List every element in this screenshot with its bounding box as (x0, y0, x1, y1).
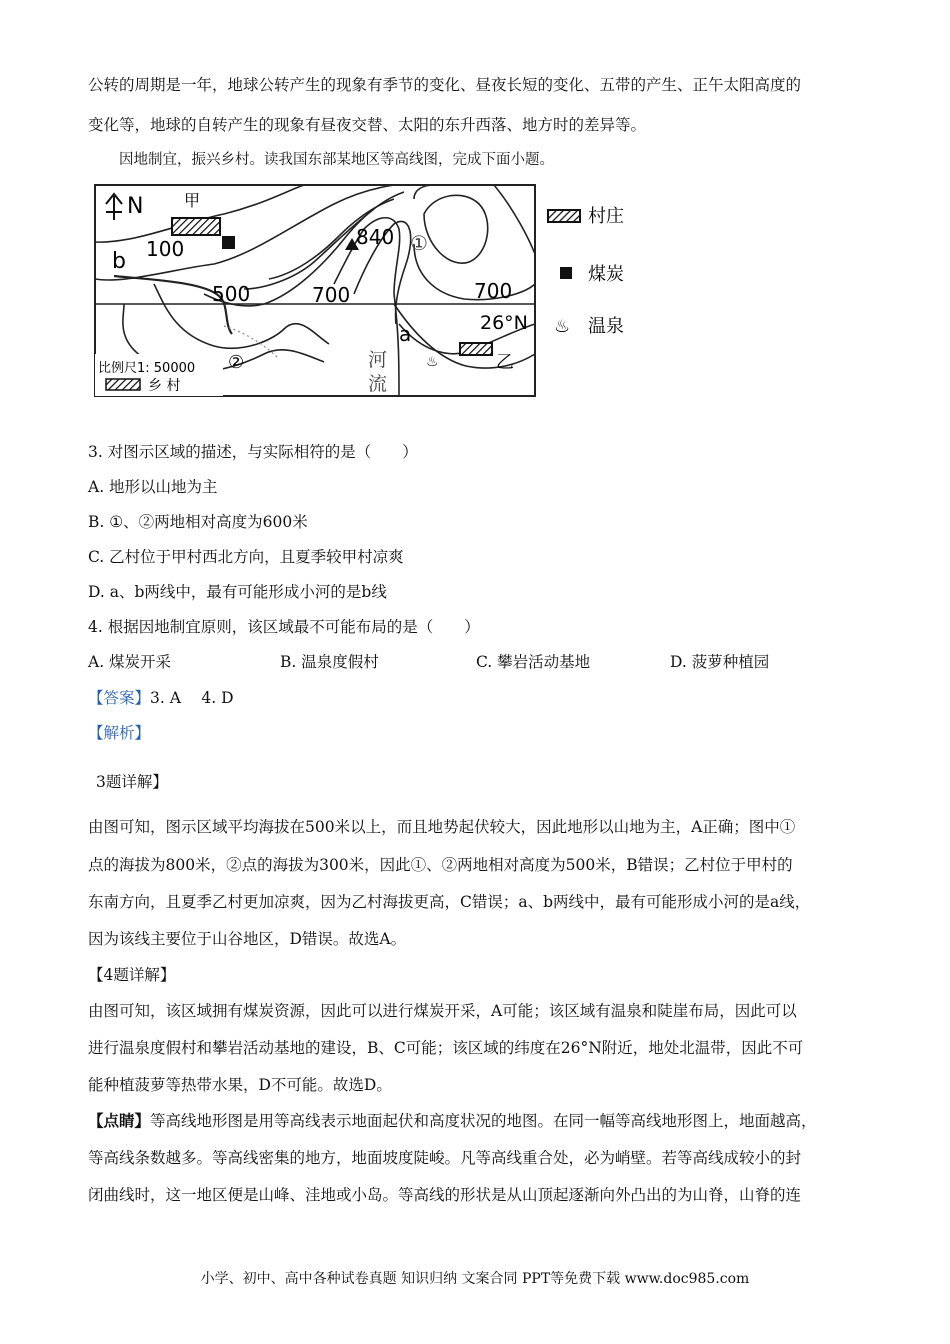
north-arrow-icon (106, 194, 122, 220)
village-yi-symbol (460, 343, 492, 355)
north-label: N (127, 194, 144, 219)
q3-option-c: C. 乙村位于甲村西北方向，且夏季较甲村凉爽 (88, 548, 404, 566)
legend-spring-label: 温泉 (588, 316, 624, 337)
legend-coal-icon (560, 267, 572, 279)
tip-text-1: 等高线地形图是用等高线表示地面起伏和高度状况的地图。在同一幅等高线地形图上，地面越高， (150, 1112, 817, 1130)
q4-option-d: D. 菠萝种植园 (670, 653, 770, 671)
q4-option-c: C. 攀岩活动基地 (476, 653, 591, 671)
q3-detail-line-1: 由图可知，图示区域平均海拔在500米以上，而且地势起伏较大，因此地形以山地为主，A正确；图中① (88, 818, 796, 836)
point-1: ① (410, 231, 428, 255)
q4-option-a: A. 煤炭开采 (88, 653, 172, 671)
point-2: ② (228, 352, 245, 373)
intro-line-2: 变化等，地球的自转产生的现象有昼夜交替、太阳的东升西落、地方时的差异等。 (88, 116, 647, 134)
hot-spring-map-icon: ♨ (426, 354, 439, 370)
q3-option-d: D. a、b两线中，最有可能形成小河的是b线 (88, 583, 387, 601)
contour-label-100: 100 (146, 237, 185, 261)
contour-label-700-b: 700 (474, 279, 513, 303)
legend-hot-spring-icon: ♨ (554, 316, 571, 337)
q4-detail-line-3: 能种植菠萝等热带水果，D不可能。故选D。 (88, 1076, 392, 1094)
q3-detail-line-4: 因为该线主要位于山谷地区，D错误。故选A。 (88, 930, 407, 948)
answer-row (88, 686, 234, 708)
q3-option-a: A. 地形以山地为主 (88, 478, 218, 496)
q3-detail-title: 3题详解】 (96, 773, 168, 791)
q4-stem: 4. 根据因地制宜原则，该区域最不可能布局的是（ ） (88, 618, 480, 636)
tip-line-1 (88, 1109, 817, 1131)
tip-tag: 【点睛】 (88, 1111, 151, 1130)
scale-label: 比例尺1: 50000 (98, 361, 196, 376)
coal-symbol-map (222, 236, 235, 249)
q4-option-b: B. 温泉度假村 (280, 653, 379, 671)
question-stem: 因地制宜，振兴乡村。读我国东部某地区等高线图，完成下面小题。 (119, 152, 554, 168)
river-label-2: 流 (368, 373, 388, 395)
river-label-1: 河 (368, 349, 388, 371)
q3-option-b: B. ①、②两地相对高度为600米 (88, 513, 308, 531)
page-footer: 小学、初中、高中各种试卷真题 知识归纳 文案合同 PPT等免费下载 www.doc985.com (200, 1271, 750, 1287)
intro-line-1: 公转的周期是一年，地球公转产生的现象有季节的变化、昼夜长短的变化、五带的产生、正午太阳高度的 (88, 76, 802, 94)
q3-detail-line-2: 点的海拔为800米，②点的海拔为300米，因此①、②两地相对高度为500米，B错误；乙村位于甲村的 (88, 856, 793, 874)
village-yi-label: 乙 (496, 352, 514, 373)
analysis-tag: 【解析】 (88, 724, 151, 742)
q4-detail-title: 【4题详解】 (88, 966, 176, 984)
legend-coal-label: 煤炭 (588, 264, 624, 285)
q3-stem: 3. 对图示区域的描述，与实际相符的是（ ） (88, 443, 418, 461)
answer-text: 3. A 4. D (150, 689, 234, 707)
contour-east-3 (494, 185, 535, 254)
tip-line-2: 等高线条数越多。等高线密集的地方，地面坡度陡峻。凡等高线重合处，必为峭壁。若等高线成较小的封 (88, 1149, 802, 1167)
legend-village-symbol (548, 210, 580, 222)
q4-detail-line-1: 由图可知，该区域拥有煤炭资源，因此可以进行煤炭开采，A可能；该区域有温泉和陡崖布局，因此可以 (88, 1002, 797, 1020)
village-jia-label: 甲 (184, 191, 201, 210)
label-a: a (399, 322, 412, 346)
contour-map (94, 184, 654, 400)
legend-village-label: 村庄 (588, 206, 624, 227)
contour-closed-hill (424, 195, 488, 263)
contour-label-500: 500 (212, 282, 251, 306)
contour-east-2 (414, 185, 434, 199)
latitude-label: 26°N (480, 312, 528, 334)
answer-tag: 【答案】 (88, 689, 151, 707)
tip-line-3: 闭曲线时，这一地区便是山峰、洼地或小岛。等高线的形状是从山顶起逐渐向外凸出的为山脊，山脊的连 (88, 1186, 802, 1204)
label-b: b (112, 249, 126, 274)
village-jia-symbol (172, 218, 220, 235)
scale-legend-label: 乡 村 (148, 378, 181, 394)
scale-legend-symbol (106, 379, 140, 390)
contour-label-840: 840 (356, 225, 395, 249)
q3-detail-line-3: 东南方向，且夏季乙村更加凉爽，因为乙村海拔更高，C错误；a、b两线中，最有可能形成小河的是a线， (88, 893, 811, 911)
contour-label-700-a: 700 (312, 283, 351, 307)
q4-detail-line-2: 进行温泉度假村和攀岩活动基地的建设，B、C可能；该区域的纬度在26°N附近，地处北温带，因此不可 (88, 1039, 804, 1057)
